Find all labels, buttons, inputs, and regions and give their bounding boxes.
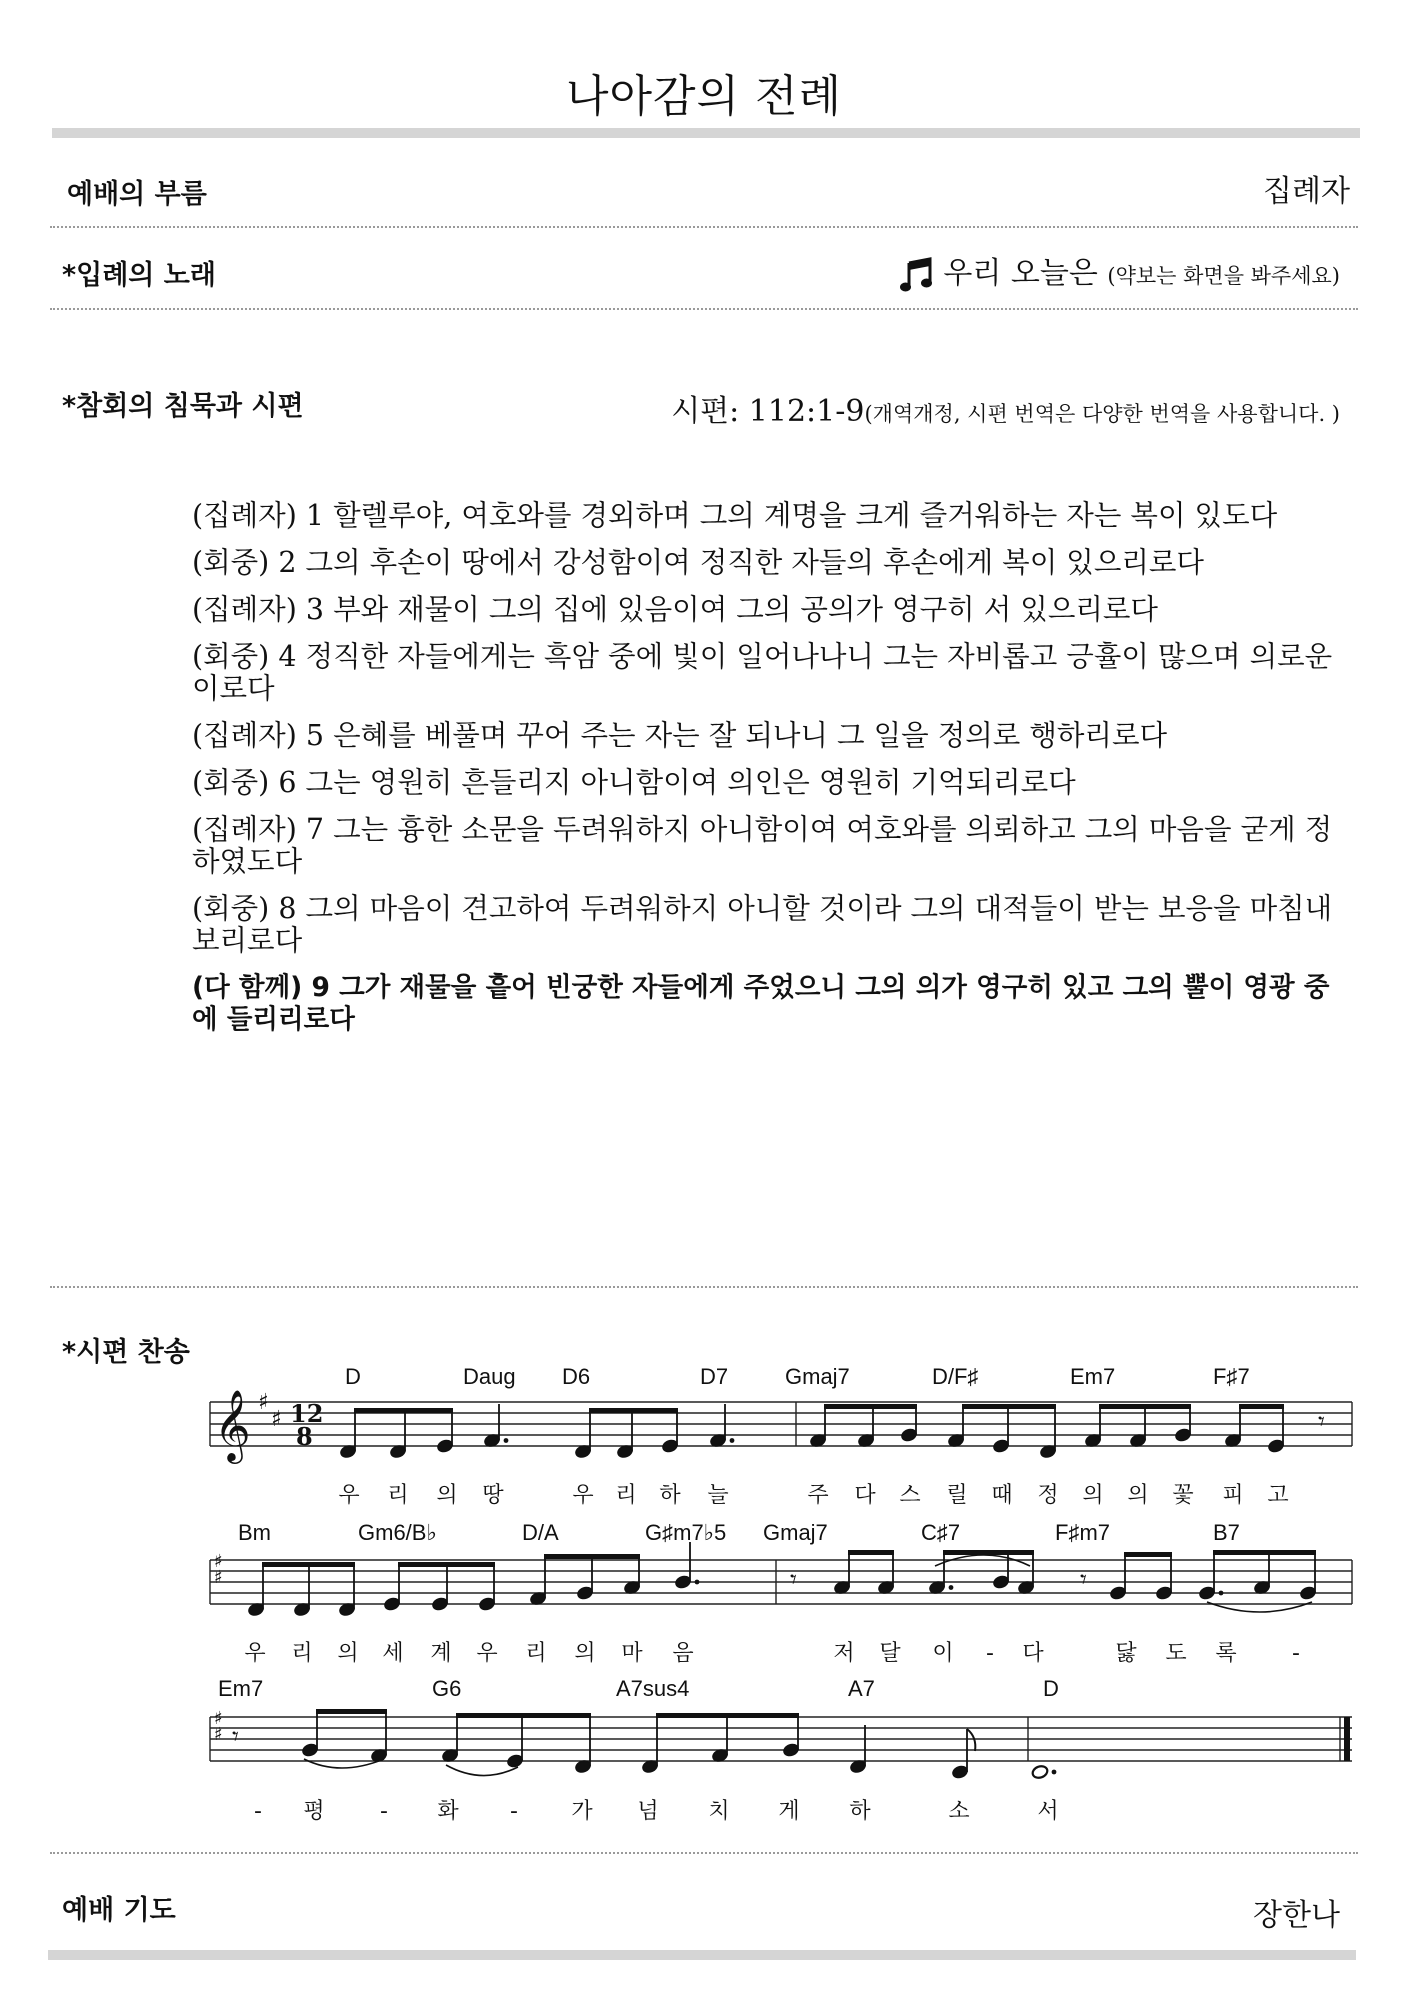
lyric-syllable: 우	[338, 1483, 360, 1508]
lyric-syllable: 화	[437, 1799, 459, 1824]
call-to-worship-leader: 집례자	[1263, 174, 1350, 209]
psalm-verse: (회중) 4 정직한 자들에게는 흑암 중에 빛이 일어나나니 그는 자비롭고 긍휼이 많으며 의로운 이로다	[192, 640, 1333, 705]
lyric-syllable: 의	[574, 1641, 596, 1666]
lyric-syllable: -	[1292, 1641, 1300, 1666]
lyric-syllable: 하	[659, 1483, 681, 1508]
psalm-song-label: *시편 찬송	[62, 1337, 190, 1368]
note-beam	[316, 1709, 387, 1714]
note-beam	[1099, 1404, 1191, 1409]
lyric-syllable: 서	[1037, 1799, 1059, 1824]
chord-symbol: F♯m7	[1055, 1520, 1110, 1545]
page-title: 나아감의 전례	[565, 71, 842, 122]
final-barline-thick	[1344, 1717, 1350, 1761]
lyric-syllable: 피	[1222, 1483, 1244, 1508]
psalm-verse: (집례자) 5 은혜를 베풀며 꾸어 주는 자는 잘 되나니 그 일을 정의로 행하리로다	[192, 719, 1168, 752]
chord-symbol: D6	[562, 1364, 591, 1389]
psalm-verse: (집례자) 1 할렐루야, 여호와를 경외하며 그의 계명을 크게 즐거워하는 자는 복이 있도다	[192, 499, 1278, 532]
note-beam	[824, 1404, 917, 1409]
note-beam	[943, 1550, 1034, 1555]
note-beam	[354, 1408, 453, 1413]
chord-symbol: Em7	[218, 1676, 264, 1701]
eighth-rest: 𝄾	[1318, 1407, 1325, 1437]
chord-symbol: Bm	[238, 1520, 271, 1545]
lyric-syllable: -	[380, 1799, 388, 1824]
opening-song-note: (약보는 화면을 봐주세요)	[1107, 264, 1340, 288]
lyric-syllable: 마	[621, 1641, 643, 1666]
lyric-syllable: -	[986, 1641, 994, 1666]
chord-symbol: D	[1043, 1676, 1059, 1701]
chord-symbol: Em7	[1070, 1364, 1116, 1389]
lyric-syllable: 스	[899, 1483, 921, 1508]
repentance-label: *참회의 침묵과 시편	[62, 391, 304, 422]
treble-clef: 𝄞	[214, 1388, 251, 1461]
chord-symbol: D7	[700, 1364, 729, 1389]
lyric-syllable: 의	[436, 1483, 458, 1508]
lyric-syllable: 세	[382, 1641, 404, 1666]
lyric-syllable: 의	[337, 1641, 359, 1666]
eighth-rest: 𝄾	[790, 1565, 797, 1595]
lyric-syllable: 릴	[946, 1483, 968, 1508]
chord-symbol: Daug	[463, 1364, 516, 1389]
chord-symbol: C♯7	[921, 1520, 961, 1545]
chord-symbol: G♯m7♭5	[645, 1520, 727, 1545]
lyric-syllable: 저	[833, 1641, 855, 1666]
lyric-syllable: 달	[879, 1641, 901, 1666]
chord-symbol: G6	[432, 1676, 462, 1701]
chord-symbol: F♯7	[1213, 1364, 1250, 1389]
note-dot	[730, 1438, 735, 1443]
eighth-rest: 𝄾	[232, 1722, 239, 1752]
lyric-syllable: 가	[571, 1799, 593, 1824]
eighth-rest: 𝄾	[1080, 1565, 1087, 1595]
note-dot	[504, 1438, 509, 1443]
call-to-worship-label: 예배의 부름	[67, 179, 207, 210]
key-sharp: ♯	[258, 1390, 269, 1415]
lyric-syllable: 의	[1082, 1483, 1104, 1508]
lyric-syllable: -	[254, 1799, 262, 1824]
note-beam	[456, 1713, 591, 1718]
opening-song-name: 우리 오늘은	[943, 256, 1098, 291]
lyric-syllable: 리	[387, 1483, 409, 1508]
opening-song-label: *입례의 노래	[62, 260, 216, 291]
divider	[50, 1852, 1358, 1854]
lyric-syllable: 꽃	[1172, 1483, 1194, 1508]
note-beam	[848, 1550, 894, 1555]
chord-symbol: B7	[1213, 1520, 1240, 1545]
note-beam	[544, 1554, 640, 1559]
lyric-syllable: 음	[672, 1641, 694, 1666]
psalm-ref-text: 시편: 112:1-9	[671, 394, 865, 429]
psalm-verse: (회중) 8 그의 마음이 견고하여 두려워하지 아니할 것이라 그의 대적들이 받는 보응을 마침내 보리로다	[192, 892, 1333, 957]
prayer-label: 예배 기도	[62, 1895, 176, 1926]
lyric-syllable: 우	[476, 1641, 498, 1666]
lyric-syllable: 다	[1022, 1641, 1044, 1666]
lyric-syllable: 리	[291, 1641, 313, 1666]
lyric-syllable: 하	[849, 1799, 871, 1824]
note-dot	[1052, 1770, 1057, 1775]
lyric-syllable: 고	[1267, 1483, 1289, 1508]
chord-symbol: D/A	[522, 1520, 559, 1545]
key-sharp: ♯	[214, 1567, 223, 1588]
lyric-syllable: 게	[778, 1799, 800, 1824]
lyric-syllable: 넘	[637, 1799, 659, 1824]
note-beam	[398, 1562, 495, 1567]
lyric-syllable: 우	[244, 1641, 266, 1666]
note-beam	[656, 1713, 799, 1718]
lyric-syllable: 계	[430, 1641, 452, 1666]
psalm-verse: (집례자) 3 부와 재물이 그의 집에 있음이여 그의 공의가 영구히 서 있으리로다	[192, 593, 1158, 626]
slur	[446, 1765, 518, 1776]
psalm-verse: (집례자) 7 그는 흉한 소문을 두려워하지 아니함이여 여호와를 의뢰하고 그의 마음을 굳게 정하였도다	[192, 813, 1333, 878]
note-beam	[1213, 1550, 1316, 1555]
lyric-syllable: 도	[1165, 1641, 1187, 1666]
chord-symbol: A7	[848, 1676, 875, 1701]
time-signature-top: 12	[290, 1399, 324, 1428]
note-beam	[1239, 1404, 1284, 1409]
note-dot	[1219, 1591, 1224, 1596]
chord-symbol: Gmaj7	[763, 1520, 828, 1545]
lyric-syllable: 이	[932, 1641, 954, 1666]
prayer-leader: 장한나	[1253, 1898, 1340, 1933]
note-head	[1031, 1764, 1049, 1779]
lyric-syllable: 땅	[482, 1483, 504, 1508]
note-dot	[695, 1580, 700, 1585]
chord-symbol: A7sus4	[616, 1676, 690, 1701]
note-beam	[589, 1408, 678, 1413]
lyric-syllable: 때	[991, 1483, 1013, 1508]
lyric-syllable: 의	[1127, 1483, 1149, 1508]
lyric-syllable: 리	[615, 1483, 637, 1508]
lyric-syllable: 록	[1215, 1641, 1237, 1666]
lyric-syllable: 닳	[1115, 1641, 1137, 1666]
key-sharp: ♯	[214, 1708, 223, 1729]
note-beam	[262, 1562, 355, 1567]
time-signature-bottom: 8	[296, 1422, 313, 1451]
lyric-syllable: 평	[303, 1799, 325, 1824]
psalm-verse-all: (다 함께) 9 그가 재물을 흩어 빈궁한 자들에게 주었으니 그의 의가 영구히 있고 그의 뿔이 영광 중에 들리리로다	[192, 972, 1330, 1035]
lyric-syllable: 정	[1037, 1483, 1059, 1508]
key-sharp: ♯	[271, 1407, 282, 1432]
psalm-verse: (회중) 6 그는 영원히 흔들리지 아니함이여 의인은 영원히 기억되리로다	[192, 766, 1076, 799]
note-dot	[949, 1585, 954, 1590]
lyric-syllable: 소	[948, 1799, 970, 1824]
chord-symbol: D/F♯	[932, 1364, 979, 1389]
lyric-syllable: 우	[572, 1483, 594, 1508]
chord-symbol: D	[345, 1364, 361, 1389]
psalm-translation-note: (개역개정, 시편 번역은 다양한 번역을 사용합니다. )	[864, 402, 1340, 426]
chord-symbol: Gmaj7	[785, 1364, 850, 1389]
note-beam	[1124, 1552, 1172, 1557]
lyric-syllable: 다	[854, 1483, 876, 1508]
lyric-syllable: 치	[708, 1799, 730, 1824]
lyric-syllable: 늘	[707, 1483, 729, 1508]
psalm-verse: (회중) 2 그의 후손이 땅에서 강성함이여 정직한 자들의 후손에게 복이 있으리로다	[192, 546, 1204, 579]
lyric-syllable: 주	[807, 1483, 829, 1508]
note-flag	[967, 1729, 975, 1751]
lyric-syllable: -	[510, 1799, 518, 1824]
note-beam	[962, 1404, 1056, 1409]
chord-symbol: Gm6/B♭	[358, 1520, 437, 1545]
bottom-divider	[48, 1950, 1356, 1960]
lyric-syllable: 리	[525, 1641, 547, 1666]
key-sharp: ♯	[214, 1724, 223, 1745]
key-sharp: ♯	[214, 1551, 223, 1572]
